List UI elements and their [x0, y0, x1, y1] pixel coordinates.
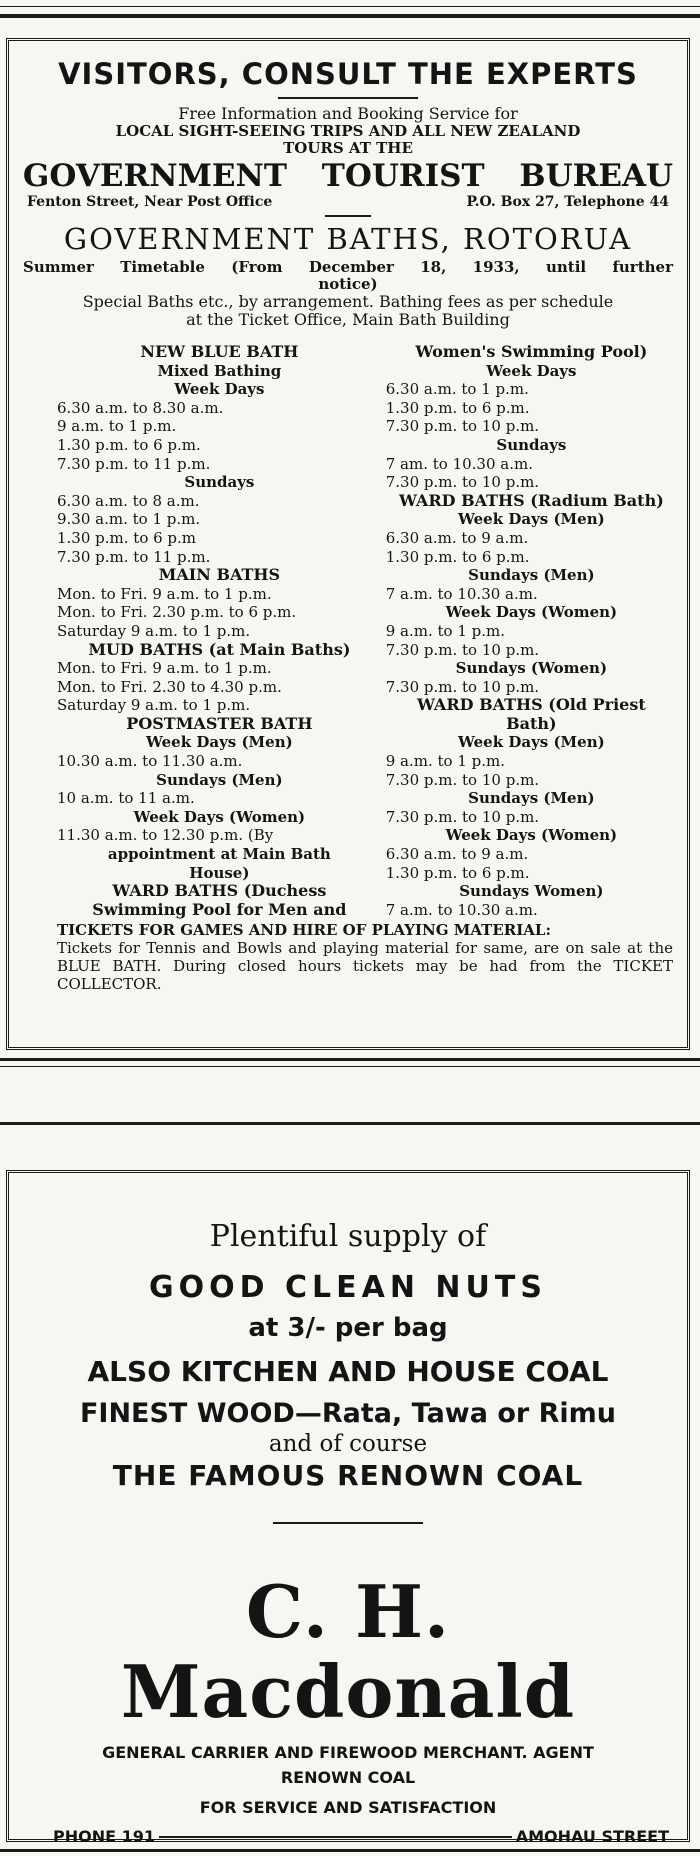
- timetable-entry: Saturday 9 a.m. to 1 p.m.: [57, 621, 251, 640]
- timetable-heading: Week Days (Women): [445, 603, 618, 622]
- kitchen-coal-line: ALSO KITCHEN AND HOUSE COAL: [87, 1355, 609, 1388]
- top-rule-thick: [0, 14, 700, 18]
- timetable-right-column: [382, 343, 677, 919]
- timetable-entry: Mon. to Fri. 2.30 to 4.30 p.m.: [57, 677, 282, 696]
- timetable-heading: WARD BATHS (Radium Bath): [398, 490, 664, 510]
- timetable-entry: 7.30 p.m. to 11 p.m.: [57, 547, 211, 566]
- timetable-entry: 6.30 a.m. to 9 a.m.: [385, 845, 529, 864]
- timetable-entry: 7 a.m. to 10.30 a.m.: [385, 584, 538, 603]
- summer-timetable-cont: notice): [318, 275, 378, 293]
- timetable-entry: 6.30 a.m. to 8.30 a.m.: [57, 398, 224, 417]
- contact-dash: [159, 1836, 512, 1838]
- address-phone: P.O. Box 27, Telephone 44: [466, 194, 669, 210]
- timetable-heading: Week Days (Men): [458, 510, 605, 529]
- bottom-rule: [0, 1849, 700, 1852]
- timetable-heading: WARD BATHS (Duchess: [112, 881, 327, 901]
- bureau-address: [9, 194, 687, 210]
- timetable-entry: 1.30 p.m. to 6 p.m.: [57, 435, 201, 454]
- phone-number: PHONE 191: [53, 1827, 156, 1846]
- timetable-entry: 7 a.m. to 10.30 a.m.: [385, 900, 538, 919]
- timetable-heading: House): [189, 863, 250, 882]
- timetable-heading: Sundays (Men): [156, 770, 283, 789]
- timetable-entry: 9.30 a.m. to 1 p.m.: [57, 510, 201, 529]
- timetable-entry: 7.30 p.m. to 10 p.m.: [385, 807, 540, 826]
- timetable-entry: 1.30 p.m. to 6 p.m.: [385, 547, 530, 566]
- top-rule-thin: [0, 6, 700, 7]
- timetable-heading: Sundays (Men): [468, 789, 595, 808]
- info-line-3: TOURS AT THE: [283, 139, 413, 157]
- bureau-name: GOVERNMENT TOURIST BUREAU: [22, 158, 674, 194]
- contact-row: [9, 1827, 687, 1846]
- timetable-entry: 9 a.m. to 1 p.m.: [385, 621, 506, 640]
- timetable-heading: Sundays Women): [459, 882, 604, 901]
- timetable-entry: 6.30 a.m. to 9 a.m.: [385, 528, 529, 547]
- timetable-heading: Swimming Pool for Men and: [92, 899, 347, 919]
- timetable-heading: Bath): [506, 713, 557, 733]
- tickets-body: Tickets for Tennis and Bowls and playing material for same, are on sale at the BLUE BATH. During closed hours tickets may be had from the TICKET COLLECTOR.: [57, 939, 673, 994]
- timetable-entry: Mon. to Fri. 9 a.m. to 1 p.m.: [57, 659, 272, 678]
- timetable-entry: 10 a.m. to 11 a.m.: [57, 789, 195, 808]
- special-baths-note: Special Baths etc., by arrangement. Bathing fees as per schedule: [82, 292, 614, 311]
- timetable-entry: 7.30 p.m. to 10 p.m.: [385, 677, 540, 696]
- nuts-headline: GOOD CLEAN NUTS: [149, 1270, 547, 1305]
- timetable-entry: Mon. to Fri. 2.30 p.m. to 6 p.m.: [57, 603, 297, 622]
- firm-name: C. H. Macdonald: [120, 1569, 576, 1734]
- timetable-columns: [9, 343, 687, 919]
- ad-headline: VISITORS, CONSULT THE EXPERTS: [58, 57, 638, 91]
- of-course-line: and of course: [268, 1431, 428, 1457]
- timetable-entry: Saturday 9 a.m. to 1 p.m.: [57, 696, 251, 715]
- baths-title: GOVERNMENT BATHS, ROTORUA: [63, 222, 633, 256]
- timetable-heading: Week Days: [486, 361, 577, 380]
- mid-rule-2: [0, 1066, 700, 1067]
- timetable-heading: Sundays: [184, 473, 255, 492]
- mid-rule-1: [0, 1058, 700, 1061]
- summer-timetable: Summer Timetable (From December 18, 1933, until further: [23, 258, 673, 276]
- timetable-entry: 9 a.m. to 1 p.m.: [385, 752, 506, 771]
- wood-line: FINEST WOOD—Rata, Tawa or Rimu: [79, 1398, 617, 1429]
- tourist-bureau-ad: [6, 38, 690, 1050]
- timetable-left-column: [57, 343, 382, 919]
- headline-divider: [278, 97, 418, 99]
- mid-rule-3: [0, 1122, 700, 1125]
- address-street: Fenton Street, Near Post Office: [27, 194, 273, 210]
- timetable-heading: Sundays (Women): [455, 659, 608, 678]
- timetable-entry: 7.30 p.m. to 10 p.m.: [385, 473, 540, 492]
- timetable-entry: 11.30 a.m. to 12.30 p.m. (By: [57, 826, 274, 845]
- timetable-entry: 6.30 a.m. to 1 p.m.: [385, 380, 529, 399]
- timetable-heading: Week Days (Men): [458, 733, 605, 752]
- timetable-heading: Week Days (Men): [146, 733, 293, 752]
- timetable-entry: 9 a.m. to 1 p.m.: [57, 417, 177, 436]
- timetable-heading: POSTMASTER BATH: [126, 713, 313, 733]
- timetable-entry: 10.30 a.m. to 11.30 a.m.: [57, 752, 243, 771]
- timetable-heading: WARD BATHS (Old Priest: [416, 695, 646, 715]
- timetable-entry: 7.30 p.m. to 10 p.m.: [385, 417, 540, 436]
- agent-line-2: RENOWN COAL: [280, 1768, 416, 1787]
- timetable-heading: Week Days (Women): [133, 807, 306, 826]
- timetable-entry: 7.30 p.m. to 10 p.m.: [385, 770, 540, 789]
- timetable-entry: 7.30 p.m. to 11 p.m.: [57, 454, 211, 473]
- renown-coal-line: THE FAMOUS RENOWN COAL: [112, 1459, 584, 1492]
- timetable-heading: MAIN BATHS: [158, 565, 281, 585]
- agent-line-1: GENERAL CARRIER AND FIREWOOD MERCHANT. AGENT: [102, 1743, 594, 1762]
- street-address: AMOHAU STREET: [515, 1827, 669, 1846]
- coal-merchant-ad: [6, 1170, 690, 1846]
- timetable-heading: MUD BATHS (at Main Baths): [88, 639, 351, 659]
- baths-divider: [325, 215, 371, 217]
- timetable-heading: Week Days: [174, 380, 265, 399]
- info-line-2: LOCAL SIGHT-SEEING TRIPS AND ALL NEW ZEALAND: [115, 122, 581, 140]
- timetable-entry: 7.30 p.m. to 10 p.m.: [385, 640, 540, 659]
- timetable-entry: 1.30 p.m. to 6 p.m.: [385, 863, 530, 882]
- service-line: FOR SERVICE AND SATISFACTION: [199, 1798, 497, 1817]
- timetable-entry: Mon. to Fri. 9 a.m. to 1 p.m.: [57, 584, 272, 603]
- firm-divider: [273, 1522, 423, 1524]
- timetable-heading: appointment at Main Bath: [107, 845, 331, 864]
- timetable-entry: 1.30 p.m. to 6 p.m: [57, 528, 197, 547]
- tickets-notice: [9, 921, 687, 993]
- plentiful-line: Plentiful supply of: [209, 1219, 487, 1254]
- nuts-price: at 3/- per bag: [248, 1313, 448, 1343]
- timetable-heading: Sundays (Men): [468, 566, 595, 585]
- timetable-heading: Sundays: [496, 435, 567, 454]
- timetable-entry: 7 am. to 10.30 a.m.: [385, 454, 533, 473]
- timetable-heading: Week Days (Women): [445, 826, 618, 845]
- timetable-heading: NEW BLUE BATH: [140, 342, 299, 361]
- timetable-heading: Women's Swimming Pool): [415, 342, 648, 361]
- timetable-heading: Mixed Bathing: [157, 361, 282, 380]
- timetable-entry: 1.30 p.m. to 6 p.m.: [385, 398, 530, 417]
- timetable-entry: 6.30 a.m. to 8 a.m.: [57, 491, 200, 510]
- special-baths-note-cont: at the Ticket Office, Main Bath Building: [186, 310, 510, 329]
- info-line-1: Free Information and Booking Service for: [178, 104, 518, 123]
- tickets-title: TICKETS FOR GAMES AND HIRE OF PLAYING MATERIAL:: [57, 921, 551, 940]
